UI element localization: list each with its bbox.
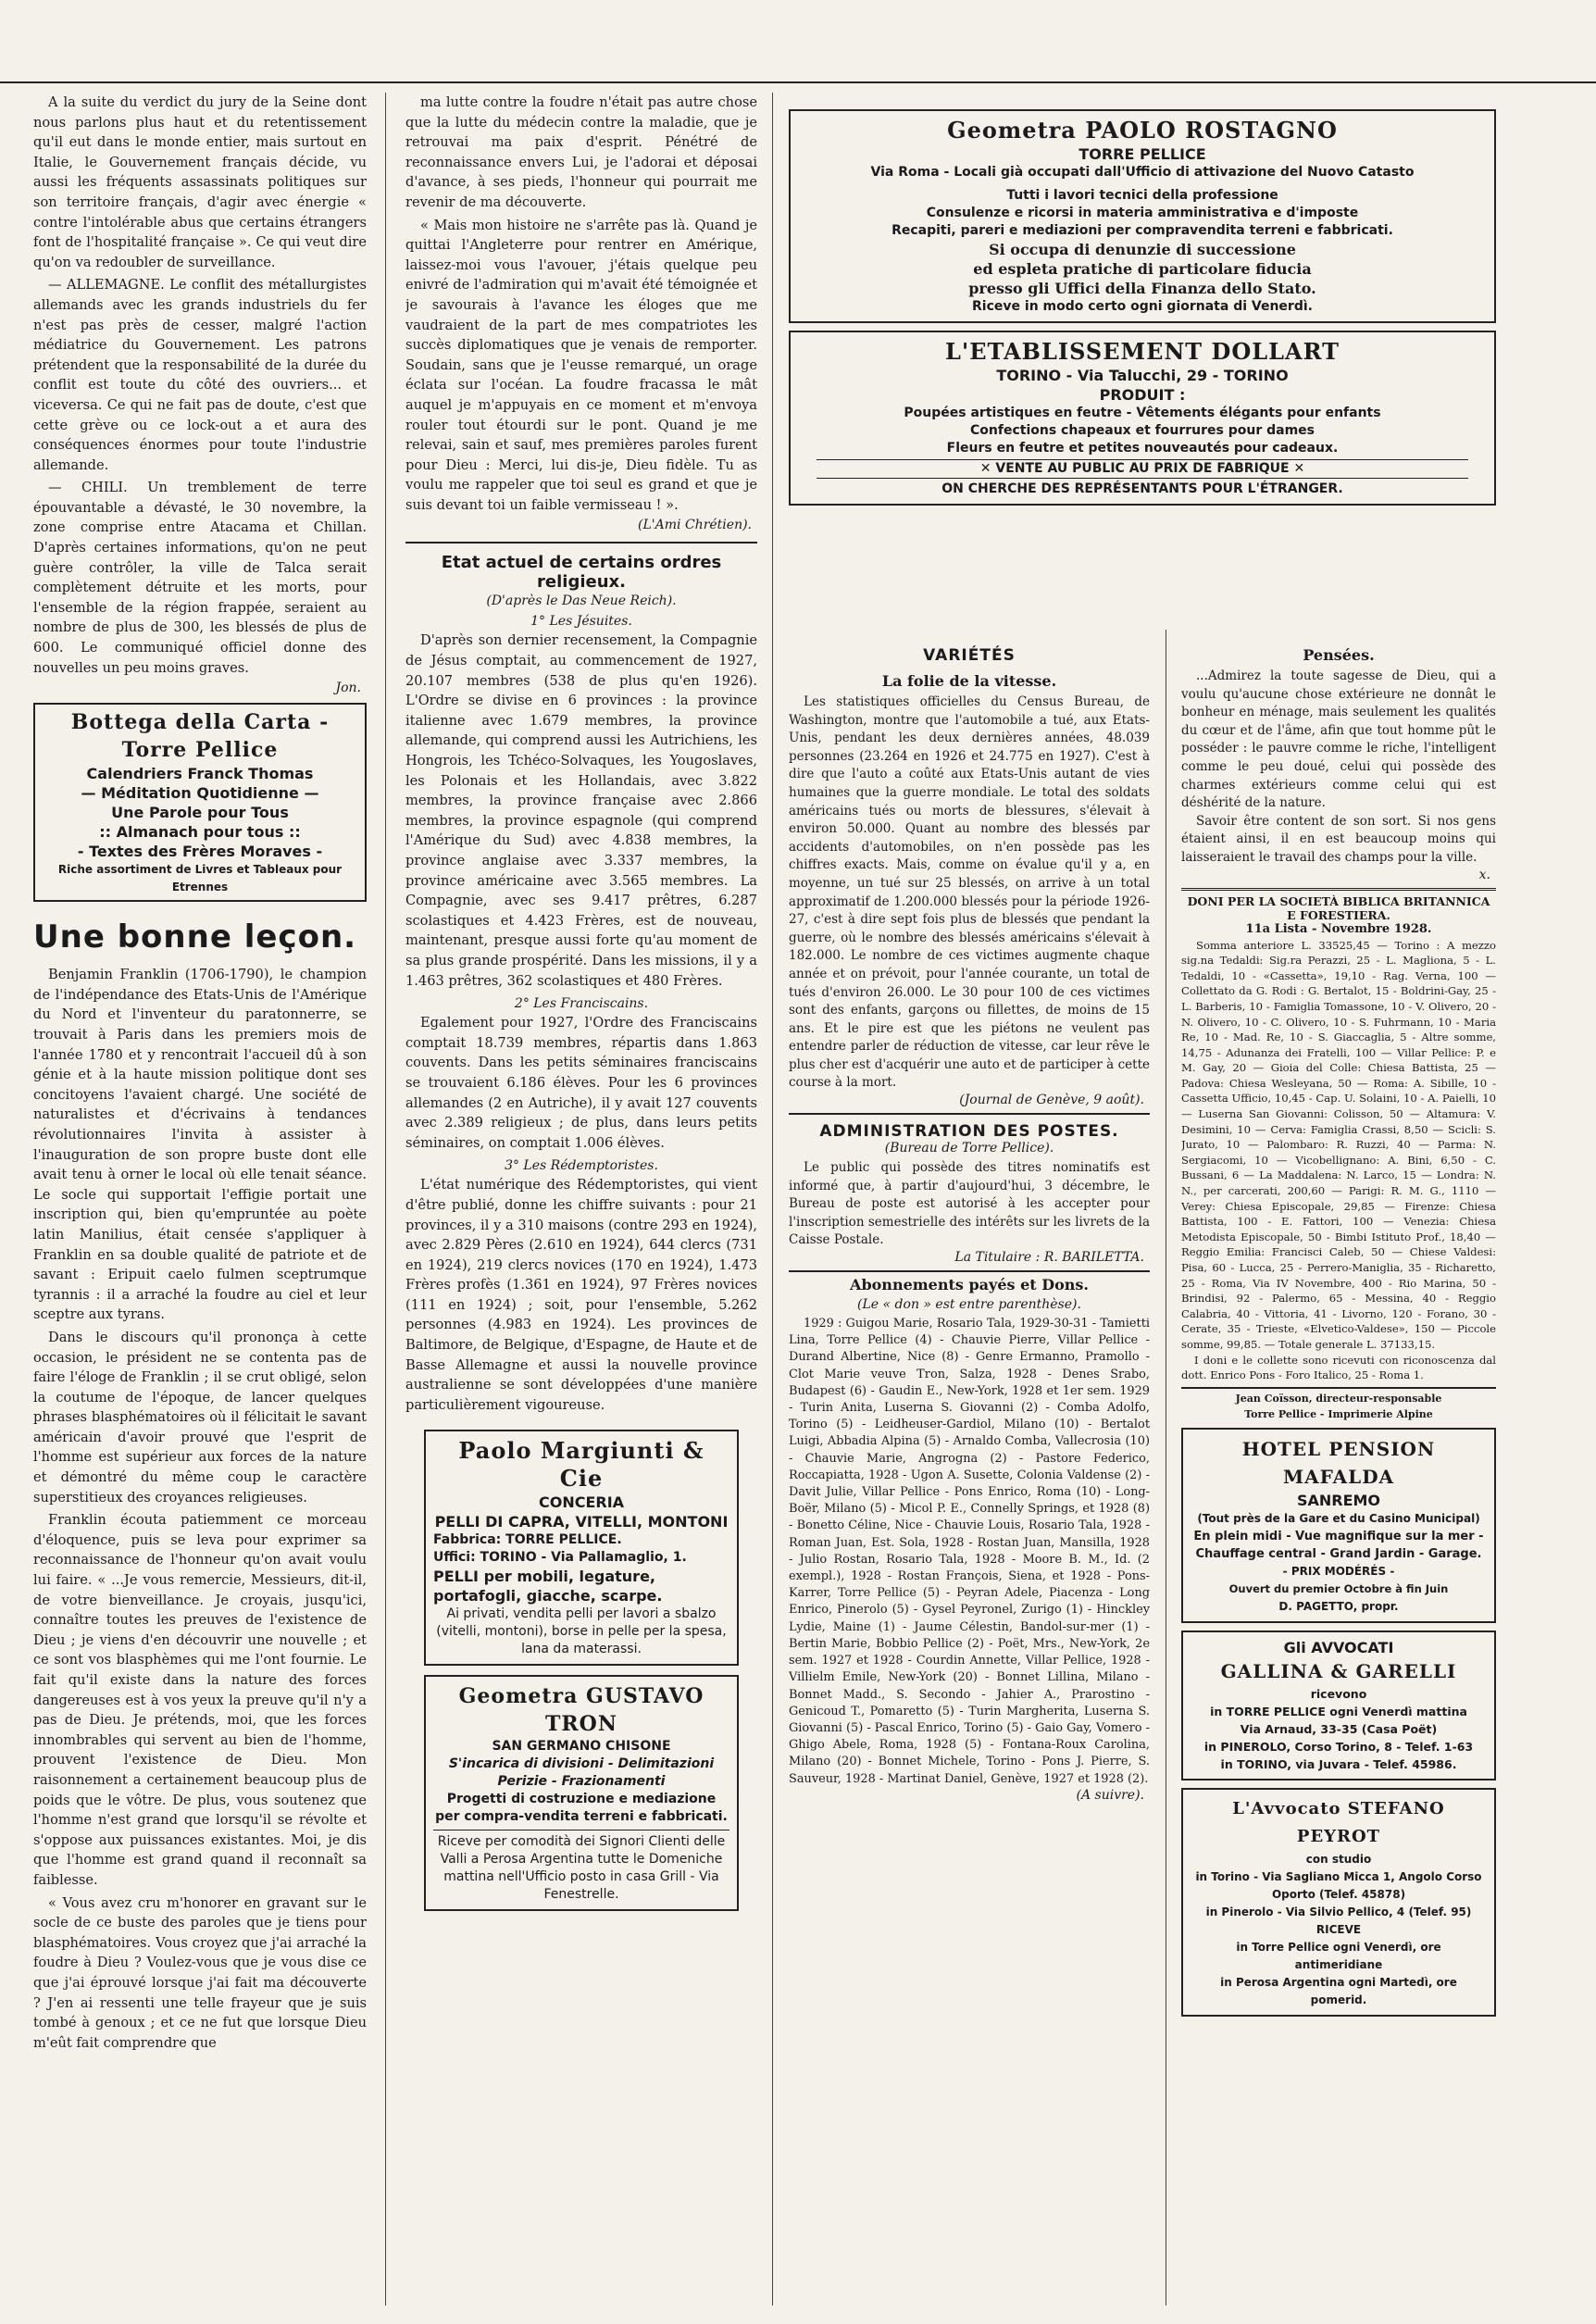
ad-title: HOTEL PENSION MAFALDA xyxy=(1241,1437,1436,1488)
separator xyxy=(789,1113,1150,1115)
section-heading: VARIÉTÉS xyxy=(923,646,1016,665)
article-title: Etat actuel de certains ordres religieux. xyxy=(441,553,722,593)
ad-line: Fabbrica: TORRE PELLICE. xyxy=(433,1532,622,1548)
article-title: ADMINISTRATION DES POSTES. xyxy=(819,1122,1119,1142)
top-ads xyxy=(789,109,1496,506)
ad-line: — Méditation Quotidienne — xyxy=(81,784,319,803)
ad-tron xyxy=(424,1675,739,1911)
ad-line: in Torre Pellice ogni Venerdì, ore antimeridiane xyxy=(1236,1940,1441,1971)
ad-line: Une Parole pour Tous xyxy=(111,804,289,822)
article-paragraph: Le public qui possède des titres nominatifs est informé que, à partir d'aujourd'hui, 3 décembre, le Bureau de poste est autorisé à les accepter pour l'inscription semestrielle des intérêts sur les livrets de la Caisse Postale. xyxy=(789,1160,1150,1248)
ad-line: TORRE PELLICE xyxy=(1079,145,1206,163)
article-paragraph: ...Admirez la toute sagesse de Dieu, qui a voulu qu'aucune chose extérieure ne donnât le bonheur en ménage, mais seulement les qualités du cœur et de l'âme, afin que tout homme pût le posséder : le pauvre comme le riche, l'intelligent comme le peu doué, celui qui possède des charmes extérieurs comme celui qui est déshérité de la nature. xyxy=(1181,668,1496,811)
ad-line: in Pinerolo - Via Silvio Pellico, 4 (Telef. 95) xyxy=(1205,1905,1472,1918)
ad-title: Bottega della Carta - Torre Pellice xyxy=(70,710,330,763)
article-title: Une bonne leçon. xyxy=(33,918,357,956)
ad-line: Ai privati, vendita pelli per lavori a sbalzo (vitelli, montoni), borse in pelle per la spesa, lana da materassi. xyxy=(436,1606,727,1657)
ad-line: SAN GERMANO CHISONE xyxy=(492,1739,671,1755)
ad-line: Confections chapeaux et fourrures pour dames xyxy=(970,423,1315,438)
article-paragraph: Savoir être content de son sort. Si nos gens étaient ainsi, il en est beaucoup moins qui laisseraient le travail des champs pour la ville. xyxy=(1181,813,1496,865)
column-4 xyxy=(1181,639,1496,2024)
ad-line: Via Roma - Locali già occupati dall'Ufficio di attivazione del Nuovo Catasto xyxy=(870,165,1415,180)
ad-dollart xyxy=(789,331,1496,506)
ad-hotel-mafalda xyxy=(1181,1428,1496,1623)
to-be-continued: (A suivre). xyxy=(1076,1787,1144,1803)
ad-line: En plein midi - Vue magnifique sur la mer - Chauffage central - Grand Jardin - Garage. xyxy=(1193,1529,1484,1561)
ad-title: L'Avvocato STEFANO PEYROT xyxy=(1232,1798,1445,1846)
article-subtitle: 11a Lista - Novembre 1928. xyxy=(1245,921,1432,936)
ad-line: in Perosa Argentina ogni Martedì, ore pomerid. xyxy=(1220,1975,1457,2006)
separator xyxy=(789,1270,1150,1272)
article-paragraph: D'après son dernier recensement, la Compagnie de Jésus comptait, au commencement de 1927, 20.107 membres (538 de plus qu'en 1926). L'Ordre se divise en 6 provinces : la province italienne avec 1.679 membres, la province allemande, qui comprend aussi les Autrichiens, les Hongrois, les Tchéco-Solvaques, les Yougoslaves, les Polonais et les Hollandais, avec 3.822 membres, la province française avec 2.866 membres, la province espagnole (qui comprend l'Amérique du Sud) avec 4.838 membres, la province anglaise avec 3.337 membres, la province américaine avec 3.565 membres. La Compagnie, avec ses 9.417 prêtres, 6.287 scolastiques et 4.423 Frères, est de nouveau, maintenant, presque aussi forte qu'au moment de sa plus grande prospérité. Dans les missions, il y a 1.463 prêtres, 362 scolastiques et 480 Frères. xyxy=(405,632,757,989)
ad-line: Poupées artistiques en feutre - Vêtements élégants pour enfants xyxy=(904,406,1381,420)
imprint-printer: Torre Pellice - Imprimerie Alpine xyxy=(1244,1407,1433,1420)
ad-line: Riceve in modo certo ogni giornata di Venerdì. xyxy=(972,299,1313,314)
subscriptions-list: 1929 : Guigou Marie, Rosario Tala, 1929-30-31 - Tamietti Lina, Torre Pellice (4) - Chauvie Pierre, Villar Pellice - Durand Albertine, Nice (8) - Genre Ermanno, Pramollo - Clot Marie veuve Tron, Salza, 1928 - Denes Srabo, Budapest (6) - Gaudin E., New-York, 1928 et 1er sem. 1929 - Turin Anita, Luserna S. Giovanni (2) - Comba Adolfo, Torino (5) - Leidheuser-Gardiol, Milano (10) - Bertalot Luigi, Abbadia Alpina (5) - Arnaldo Comba, Vallecrosia (10) - Chauvie Marie, Angrogna (2) - Pastore Federico, Roccapiatta, 1928 - Ugon A. Susette, Colonia Valdense (2) - Davit Julie, Villar Pellice - Pons Enrico, Roma (10) - Long-Boër, Milano (5) - Micol P. E., Connelly Springs, et 1928 (8) - Bonetto Céline, Nice - Chauvie Louis, Rosario Tala, 1928 - Roman Juan, Est. Sola, 1928 - Rostan Juan, Mansilla, 1928 - Julio Rostan, Rosario Tala, 1928 - Moore B. M., Id. (2 exempl.), 1928 - Rostan François, Siena, et 1928 - Pons-Karrer, Torre Pellice (5) - Peyran Adele, Piacenza - Long Enrico, Pinerolo (5) - Gysel Peyronel, Zurigo (1) - Hinckley Lydie, Maine (1) - Jaume Célestin, Bandol-sur-mer (1) - Bertin Marie, Bobbio Pellice (2) - Poët, Mrs., New-York, 2e sem. 1927 et 1928 - Courdin Annette, Villar Pellice, 1928 - Villielm Emile, New-York (20) - Bonnet Lillina, Milano - Bonnet Madd., S. Secondo - Jahier A., Prarostino - Genicoud T., Pomaretto (5) - Turin Margherita, Luserna S. Giovanni (5) - Pascal Enrico, Torino (5) - Gaio Gay, Vomero - Ghigo Abele, Roma, 1928 (5) - Fontana-Roux Carolina, Milano (20) - Bonnet Michele, Torino - Pons J. Pierre, S. Sauveur, 1928 - Martinat Daniel, Genève, 1927 et 1928 (2). xyxy=(789,1317,1150,1786)
donations-list: Somma anteriore L. 33525,45 — Torino : A mezzo sig.na Tedaldi: Sig.ra Perazzi, 25 - L. Magliona, 5 - L. Tedaldi, 10 - «Cassetta», 19,10 - Rag. Verna, 100 — Collettato da G. Rodi : G. Bertalot, 15 - Boldrini-Gay, 25 - L. Barberis, 10 - Famiglia Tomassone, 10 - V. Olivero, 20 - N. Olivero, 10 - C. Olivero, 10 - S. Fuhrmann, 10 - Maria Re, 10 - Mad. Re, 10 - S. Giaccaglia, 5 - Altre somme, 14,75 - Adunanza dei Fratelli, 100 — Villar Pellice: P. e M. Gay, 20 — Gioia del Colle: Chiesa Battista, 25 — Padova: Chiesa Wesleyana, 50 — Roma: A. Sibille, 10 - Cassetta Ufficio, 10,45 - Cap. U. Solaini, 10 - A. Paielli, 10 — Luserna San Giovanni: Colisson, 50 — Altamura: V. Desimini, 10 — Cerva: Famiglia Crassi, 8,50 — Scicli: S. Jurato, 10 — Palombaro: R. Ruzzi, 40 — Parma: N. Sergiacomi, 10 — Vicobellignano: A. Bini, 6,50 - C. Bussani, 6 — La Maddalena: N. Larco, 15 — Londra: N. N., per carcerati, 200,60 — Parigi: R. M. G., 1110 — Verey: Chiesa Episcopale, 29,85 — Firenze: Chiesa Battista, 100 - E. Fattori, 100 — Venezia: Chiesa Metodista Episcopale, 50 - Bimbi Istituto Prof., 18,40 — Reggio Emilia: Francisci Caleb, 50 — Chiese Valdesi: Pisa, 60 - Lucca, 25 - Perrero-Maniglia, 35 - Richaretto, 25 - Roma, Via IV Novembre, 400 - Rio Marina, 50 - Brindisi, 92 - Palermo, 65 - Messina, 40 - Reggio Calabria, 40 - Vittoria, 41 - Livorno, 120 - Forano, 30 - Cerate, 35 - Trieste, «Elvetico-Valdese», 150 — Piccole somme, 99,85. — Totale generale L. 37133,15. xyxy=(1181,938,1496,1351)
article-paragraph: Dans le discours qu'il prononça à cette occasion, le président ne se contenta pas de faire l'éloge de Franklin ; il se crut obligé, selon la coutume de l'époque, de lancer quelques phrases blasphématoires où il félicitait le savant américain d'avoir prouvé que l'esprit de l'homme est supérieur aux forces de la nature et démontré du même coup le caractère superstitieux des croyances religieuses. xyxy=(33,1329,367,1506)
ad-line: PELLI DI CAPRA, VITELLI, MONTONI xyxy=(434,1513,729,1531)
column-divider xyxy=(772,93,773,2305)
ad-peyrot xyxy=(1181,1788,1496,2017)
article-paragraph: « Mais mon histoire ne s'arrête pas là. Quand je quittai l'Angleterre pour rentrer en Amérique, laissez-moi vous l'avouer, j'étais quelque peu enivré de l'admiration qui m'avait été témoignée et je savourais à l'avance les éloges que me vaudraient de la part de mes compatriotes les succès diplomatiques que je venais de remporter. Soudain, sans que je l'eusse remarqué, un orage éclata sur l'océan. La foudre fracassa le mât auquel je m'appuyais en ce moment et m'envoya rouler tout étourdi sur le pont. Quand je me relevai, sain et sauf, mes premières paroles furent pour Dieu : Merci, lui dis-je, Dieu fidèle. Tu as voulu me rappeler que toi seul es grand et que je suis devant toi un faible vermisseau ! ». xyxy=(405,217,757,513)
subheading: 2° Les Franciscains. xyxy=(514,996,649,1012)
article-source: (L'Ami Chrétien). xyxy=(638,518,752,533)
imprint-director: Jean Coïsson, directeur-responsable xyxy=(1235,1392,1442,1405)
ad-line: :: Almanach pour tous :: xyxy=(99,823,301,842)
ad-line: Si occupa di denunzie di successione xyxy=(989,241,1296,258)
separator xyxy=(1181,1387,1496,1389)
news-paragraph: — CHILI. Un tremblement de terre épouvantable a dévasté, le 30 novembre, la zone comprise entre Atacama et Chillan. D'après certaines informations, qu'on ne peut guère contrôler, la ville de Talca serait complètement détruite et les morts, pour l'ensemble de la région frappée, seraient au nombre de plus de 300, les blessés de plus de 600. Le communiqué officiel donne des nouvelles un peu moins graves. xyxy=(33,480,367,676)
ad-margiunti xyxy=(424,1430,739,1666)
column-3 xyxy=(789,639,1150,1808)
article-signature: x. xyxy=(1478,867,1490,882)
article-paragraph: Franklin écouta patiemment ce morceau d'éloquence, puis se leva pour exprimer sa reconnaissance de l'honneur qu'on avait voulu lui faire. « ...Je vous remercie, Messieurs, dit-il, de votre bienveillance. Je croyais, jusqu'ici, connaître toutes les preuves de l'existence de Dieu ; je viens d'en découvrir une nouvelle ; et ce sont vos blasphèmes qui me l'ont fournie. Le fait qu'il existe dans la nature des forces dangereuses est à vos yeux la preuve qu'il n'y a pas de Dieu. Je prétends, moi, que les forces innombrables qui servent au bien de l'homme, prouvent l'existence de Dieu. Mon raisonnement a certainement beaucoup plus de poids que le vôtre. De plus, vous soutenez que l'homme n'est grand que lorsqu'il se révolte et s'oppose aux puissances existantes. Moi, je dis que l'homme est grand quand il reconnaît sa faiblesse. xyxy=(33,1512,367,1888)
ad-line: in PINEROLO, Corso Torino, 8 - Telef. 1-63 xyxy=(1203,1739,1474,1754)
news-paragraph: — ALLEMAGNE. Le conflit des métallurgistes allemands avec les grands industriels du fer n'est pas près de cesser, malgré l'action médiatrice du Gouvernement. Les patrons prétendent que la responsabilité de la durée du conflit est toute du côté des ouvriers... et viceversa. Ce qui ne fait pas de doute, c'est que cette grève ou ce lock-out a et aura des conséquences énormes pour toute l'industrie allemande. xyxy=(33,277,367,473)
separator xyxy=(405,542,757,544)
news-paragraph: A la suite du verdict du jury de la Seine dont nous parlons plus haut et du retentissement qu'il eut dans le monde entier, mais surtout en Italie, le Gouvernement français décide, vu aussi les fréquents assassinats politiques sur son territoire français, d'agir avec énergie « contre l'intolérable abus que certains étrangers font de l'hospitalité française ». Ce qui veut dire qu'on va redoubler de surveillance. xyxy=(33,94,367,270)
ad-line: Perizie - Frazionamenti xyxy=(497,1774,666,1790)
ad-title: Geometra GUSTAVO TRON xyxy=(458,1684,704,1737)
article-paragraph: Benjamin Franklin (1706-1790), le champion de l'indépendance des Etats-Unis de l'Amérique du Nord et l'inventeur du paratonnerre, se trouvait à Paris dans les premiers mois de l'année 1780 et y rencontrait l'accueil dû à son génie et à la haute mission politique dont ses concitoyens l'avaient chargé. Une société de naturalistes et d'écrivains à tendances révolutionnaires l'invita à assister à l'inauguration de son propre buste dont elle avait tenu à orner le local où elle tenait séance. Le socle qui supportait l'effigie portait une inscription qui, bien qu'empruntée au poète latin Manilius, était censée s'appliquer à Franklin en sa double qualité de patriote et de savant : Eripuit caelo fulmen sceptrumque tyrannis : il a arraché la foudre au ciel et leur sceptre aux tyrans. xyxy=(33,967,367,1323)
ad-line: Consulenze e ricorsi in materia amministrativa e d'imposte xyxy=(926,206,1359,220)
column-divider xyxy=(385,93,386,2305)
ad-line: - Textes des Frères Moraves - xyxy=(77,843,323,861)
ad-line: RICEVE xyxy=(1315,1922,1362,1936)
ad-line: Uffici: TORINO - Via Pallamaglio, 1. xyxy=(433,1550,687,1566)
donations-note: I doni e le collette sono ricevuti con riconoscenza dal dott. Enrico Pons - Foro Italico, 25 - Roma 1. xyxy=(1181,1353,1496,1382)
ad-line: in TORRE PELLICE ogni Venerdì mattina xyxy=(1210,1704,1467,1718)
ad-line: Tutti i lavori tecnici della professione xyxy=(1006,188,1278,203)
ad-line: SANREMO xyxy=(1296,1491,1381,1509)
article-source: (D'après le Das Neue Reich). xyxy=(486,593,677,609)
ad-title: GALLINA & GARELLI xyxy=(1220,1659,1457,1682)
page-top-rule xyxy=(0,81,1596,83)
ad-title: L'ETABLISSEMENT DOLLART xyxy=(945,338,1340,365)
ad-line: D. PAGETTO, propr. xyxy=(1278,1599,1399,1613)
ad-line: Riceve per comodità dei Signori Clienti delle Valli a Perosa Argentina tutte le Domeniche mattina nell'Ufficio posto in casa Grill - Via Fenestrelle. xyxy=(433,1830,729,1904)
ad-line: Via Arnaud, 33-35 (Casa Poët) xyxy=(1240,1721,1438,1736)
ad-line: - PRIX MODÉRÉS - xyxy=(1282,1564,1395,1578)
ad-line: in TORINO, via Juvara - Telef. 45986. xyxy=(1220,1756,1457,1771)
ad-line: presso gli Uffici della Finanza dello Stato. xyxy=(968,280,1316,297)
subheading: 1° Les Jésuites. xyxy=(530,614,632,630)
column-2 xyxy=(405,93,757,1920)
ad-line: S'incarica di divisioni - Delimitazioni xyxy=(448,1756,715,1772)
ad-gallina-garelli xyxy=(1181,1631,1496,1780)
article-source: (Journal de Genève, 9 août). xyxy=(959,1093,1144,1108)
column-1 xyxy=(33,93,367,2055)
article-paragraph: ma lutte contre la foudre n'était pas autre chose que la lutte du médecin contre la maladie, que je retrouvai ma paix d'esprit. Pénétré de reconnaissance envers Lui, je l'adorai et déposai d'avance, à ses pieds, l'honneur qui pourrait me revenir de ma découverte. xyxy=(405,94,757,210)
ad-title: Geometra PAOLO ROSTAGNO xyxy=(947,117,1338,144)
ad-line: ricevono xyxy=(1310,1686,1367,1701)
ad-line: Recapiti, pareri e mediazioni per compravendita terreni e fabbricati. xyxy=(892,223,1393,238)
ad-line: Ouvert du premier Octobre à fin Juin xyxy=(1228,1581,1449,1595)
article-paragraph: L'état numérique des Rédemptoristes, qui vient d'être publié, donne les chiffre suivants : pour 21 provinces, il y a 310 maisons (contre 293 en 1924), avec 2.829 Pères (2.610 en 1924), 644 clercs (731 en 1924), 219 clercs novices (170 en 1924), 1.473 Frères profès (1.361 en 1924), 97 Frères novices (111 en 1924) ; soit, pour l'ensemble, 5.262 personnes (4.983 en 1924). Les provinces de Baltimore, de Belgique, d'Espagne, de Haute et de Basse Allemagne et aussi la nouvelle province australienne se sont développées d'une manière particulièrement vigoureuse. xyxy=(405,1177,757,1413)
ad-line: Progetti di costruzione e mediazione per compra-vendita terreni e fabbricati. xyxy=(435,1792,728,1825)
article-paragraph: Les statistiques officielles du Census Bureau, de Washington, montre que l'automobile a tué, aux Etats-Unis, pendant les deux dernières années, 48.039 personnes (23.264 en 1926 et 24.775 en 1927). C'est à dire que l'auto a coûté aux Etats-Unis autant de vies humaines que la guerre mondiale. Le total des soldats américains tués ou morts de blessures, s'élevait à environ 50.000. Quant au nombre des blessés par accidents d'automobiles, on n'en possède pas les chiffres exacts. Mais, comme on évalue qu'il y a, en moyenne, un tué sur 25 blessés, on arrive à un total approximatif de 1.200.000 blessés pour la période 1926-27, c'est à dire sept fois plus de blessés que pendant la guerre, où le nombre des blessés américains s'élevait à 182.000. Le nombre de ces victimes augmente chaque année et on prévoit, pour l'année courante, un total de tués d'environ 26.000. Le 30 pour 100 de ces victimes sont des enfants, garçons ou fillettes, de moins de 15 ans. Et le pire est que les piétons ne veulent pas entendre parler de réduction de vitesse, car leur rêve le plus cher est d'acquérir une auto et de participer à cette course à la mort. xyxy=(789,694,1150,1091)
author-signature: Jon. xyxy=(335,681,361,696)
ad-line: ed espleta pratiche di particolare fiducia xyxy=(973,260,1312,278)
ad-line: Calendriers Franck Thomas xyxy=(86,765,314,783)
ad-bottega-della-carta xyxy=(33,703,367,902)
article-title: La folie de la vitesse. xyxy=(881,672,1057,690)
ad-line: PRODUIT : xyxy=(1099,386,1186,404)
ad-line: Riche assortiment de Livres et Tableaux pour Etrennes xyxy=(57,863,343,894)
ad-title: Paolo Margiunti & Cie xyxy=(458,1437,704,1493)
ad-line: ON CHERCHE DES REPRÉSENTANTS POUR L'ÉTRANGER. xyxy=(941,481,1343,496)
ad-line: (Tout près de la Gare et du Casino Municipal) xyxy=(1197,1511,1480,1525)
ad-rostagno xyxy=(789,109,1496,323)
ad-line: TORINO - Via Talucchi, 29 - TORINO xyxy=(996,367,1289,384)
article-title: Pensées. xyxy=(1303,646,1375,664)
separator xyxy=(1181,888,1496,891)
ad-line: con studio xyxy=(1305,1852,1372,1866)
ad-line: PELLI per mobili, legature, portafogli, giacche, scarpe. xyxy=(433,1568,663,1606)
ad-line: ✕ VENTE AU PUBLIC AU PRIX DE FABRIQUE ✕ xyxy=(817,459,1468,479)
ad-line: Gli AVVOCATI xyxy=(1283,1638,1394,1656)
article-paragraph: « Vous avez cru m'honorer en gravant sur le socle de ce buste des paroles que je tiens pour blasphématoires. Vous croyez que j'ai arraché la foudre à Dieu ? Voulez-vous que je vous dise ce que j'ai éprouvé lorsque j'ai fait ma découverte ? J'en ai ressenti une telle frayeur que je suis tombé à genoux ; et ce ne fut que lorsque Dieu m'eût fait comprendre que xyxy=(33,1894,367,2051)
article-title: DONI PER LA SOCIETÀ BIBLICA BRITANNICA E FORESTIERA. xyxy=(1187,893,1490,922)
ad-line: CONCERIA xyxy=(538,1493,625,1512)
article-signature: La Titulaire : R. BARILETTA. xyxy=(954,1250,1144,1266)
subheading: 3° Les Rédemptoristes. xyxy=(505,1158,658,1174)
article-subtitle: (Le « don » est entre parenthèse). xyxy=(857,1297,1081,1313)
article-title: Abonnements payés et Dons. xyxy=(850,1276,1089,1294)
article-subtitle: (Bureau de Torre Pellice). xyxy=(884,1141,1054,1156)
ad-line: Fleurs en feutre et petites nouveautés pour cadeaux. xyxy=(946,441,1339,456)
article-paragraph: Egalement pour 1927, l'Ordre des Franciscains comptait 18.739 membres, répartis dans 1.863 couvents. Dans les petits séminaires franciscains se trouvaient 6.186 élèves. Pour les 6 provinces allemandes (2 en Autriche), il y avait 127 couvents avec 2.389 religieux ; de plus, dans leurs petits séminaires, on comptait 1.006 élèves. xyxy=(405,1015,757,1151)
ad-line: in Torino - Via Sagliano Micca 1, Angolo Corso Oporto (Telef. 45878) xyxy=(1195,1869,1482,1901)
